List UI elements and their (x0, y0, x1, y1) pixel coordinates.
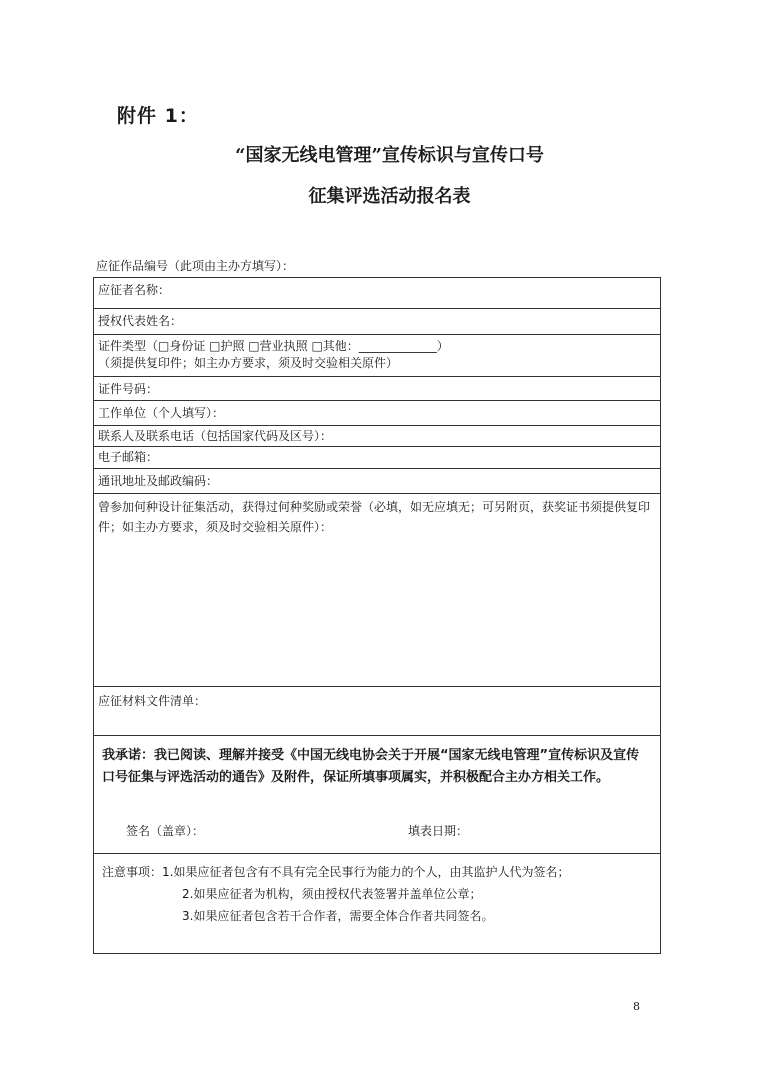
row-promise (94, 735, 660, 853)
page-number: 8 (633, 1000, 640, 1013)
form-title-line2: 征集评选活动报名表 (308, 186, 471, 207)
row-awards (94, 493, 660, 686)
attachment-label: 附件 1： (117, 105, 199, 127)
note-2: 2.如果应征者为机构，须由授权代表签署并盖单位公章； (182, 887, 482, 901)
note-1: 注意事项：1.如果应征者包含有不具有完全民事行为能力的个人，由其监护人代为签名； (102, 865, 570, 879)
note-3: 3.如果应征者包含若干合作者，需要全体合作者共同签名。 (182, 909, 494, 923)
row-employer (94, 400, 660, 425)
row-id-type (94, 334, 660, 376)
id-number-label: 证件号码： (98, 382, 159, 396)
row-notes (94, 853, 660, 953)
date-label: 填表日期： (408, 824, 469, 838)
awards-label: 曾参加何种设计征集活动，获得过何种奖励或荣誉（必填，如无应填无；可另附页，获奖证书须提供复印件；如主办方要求，须及时交验相关原件）： (98, 500, 651, 534)
registration-form-table (93, 277, 661, 954)
row-representative (94, 308, 660, 334)
row-id-number (94, 376, 660, 400)
representative-label: 授权代表姓名： (98, 314, 183, 328)
notes-block (98, 857, 656, 931)
address-label: 通讯地址及邮政编码： (98, 474, 219, 488)
serial-number-label: 应征作品编号（此项由主办方填写）： (96, 259, 295, 273)
row-applicant-name (94, 277, 660, 308)
contact-label: 联系人及联系电话（包括国家代码及区号）： (98, 429, 333, 443)
row-address (94, 468, 660, 493)
id-type-label: 证件类型（□身份证 □护照 □营业执照 □其他：_____________） (98, 339, 449, 353)
form-title-line1: “国家无线电管理”宣传标识与宣传口号 (235, 145, 544, 166)
id-type-note: （须提供复印件；如主办方要求，须及时交验相关原件） (98, 356, 399, 370)
materials-label: 应征材料文件清单： (98, 694, 207, 708)
employer-label: 工作单位（个人填写）： (98, 406, 225, 420)
signature-label: 签名（盖章）： (126, 824, 205, 838)
promise-text: 我承诺：我已阅读、理解并接受《中国无线电协会关于开展“国家无线电管理”宣传标识及宣传口号征集与评选活动的通告》及附件，保证所填事项属实，并积极配合主办方相关工作。 (102, 748, 640, 785)
row-contact (94, 425, 660, 446)
applicant-name-label: 应征者名称： (98, 283, 171, 297)
email-label: 电子邮箱： (98, 450, 159, 464)
row-materials (94, 686, 660, 735)
row-email (94, 446, 660, 468)
